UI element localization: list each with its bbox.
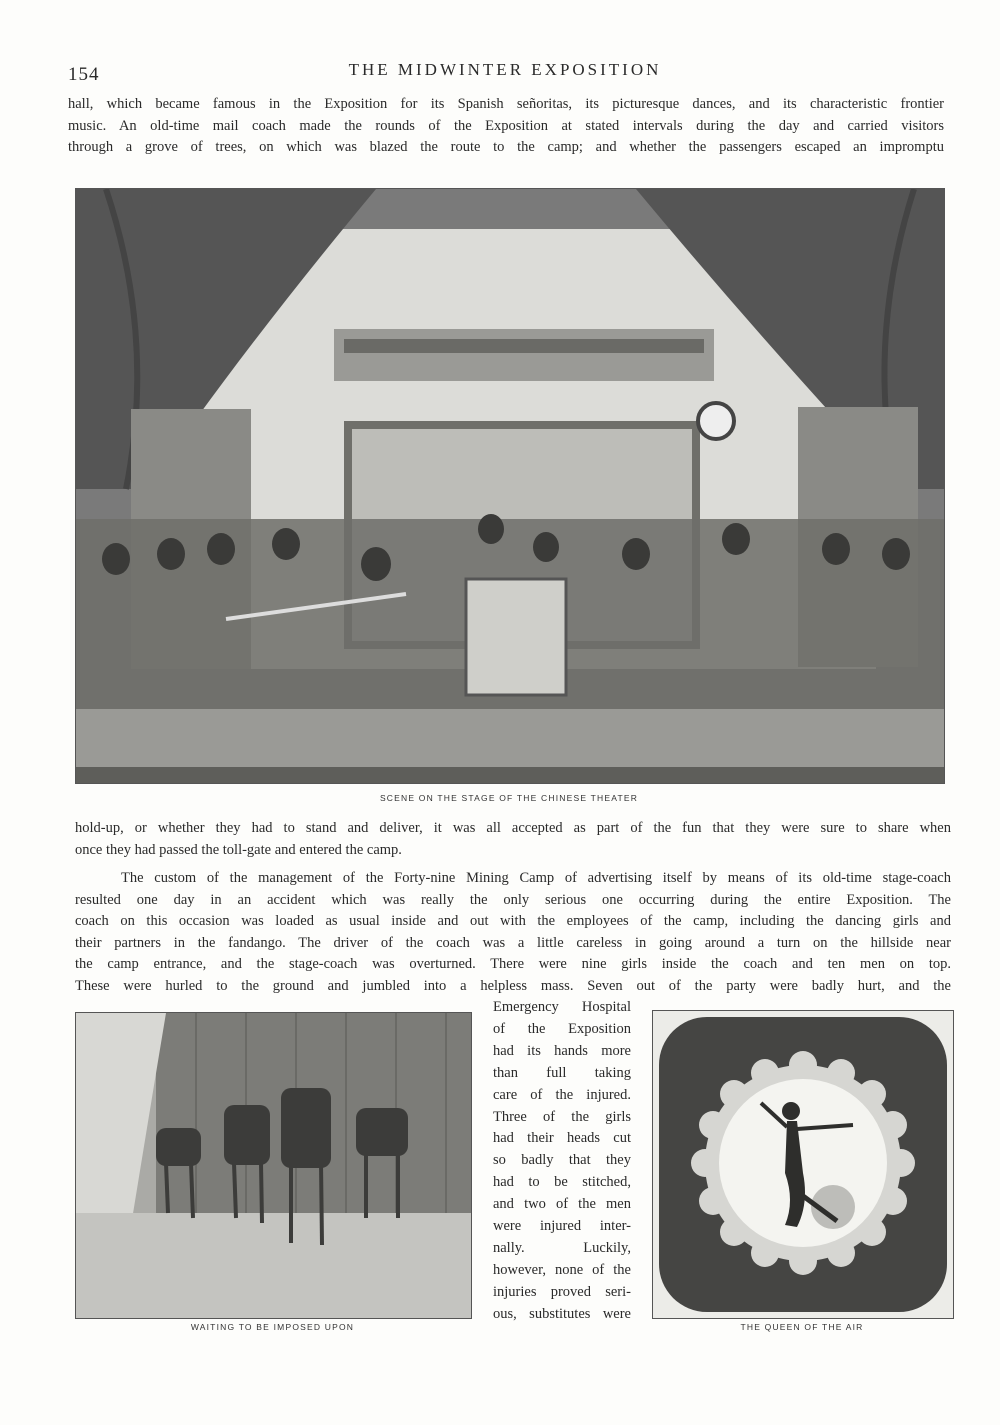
text-line: their partners in the fandango. The driver of the coach was a little careless in going around a turn on the hillside near bbox=[75, 934, 951, 951]
text-line: had their heads cut bbox=[493, 1130, 631, 1147]
mules-caption: WAITING TO BE IMPOSED UPON bbox=[190, 1322, 355, 1332]
text-line: through a grove of trees, on which was blazed the route to the camp; and whether the passengers escaped an impromptu bbox=[68, 139, 944, 155]
top-paragraph bbox=[68, 94, 944, 159]
queen-of-the-air-illustration bbox=[653, 1011, 953, 1318]
text-line: music. An old-time mail coach made the rounds of the Exposition at stated intervals during the day and carried visitors bbox=[68, 117, 944, 134]
text-line: Three of the girls bbox=[493, 1108, 631, 1125]
middle-paragraph-2 bbox=[75, 868, 951, 997]
mules-photo bbox=[75, 1012, 472, 1319]
text-line: so badly that they bbox=[493, 1152, 631, 1169]
text-line: were injured inter- bbox=[493, 1218, 631, 1235]
theater-stage-illustration bbox=[76, 189, 944, 783]
mules-illustration bbox=[76, 1013, 471, 1318]
text-line: injuries proved seri- bbox=[493, 1283, 631, 1300]
text-line: of the Exposition bbox=[493, 1020, 631, 1037]
text-line: ous, substitutes were bbox=[493, 1305, 631, 1322]
page-number: 154 bbox=[68, 64, 100, 85]
text-line: had to be stitched, bbox=[493, 1174, 631, 1191]
text-line: hold-up, or whether they had to stand and deliver, it was all accepted as part of the fun that they were sure to share when bbox=[75, 820, 951, 836]
text-line: care of the injured. bbox=[493, 1086, 631, 1103]
text-line: The custom of the management of the Forty-nine Mining Camp of advertising itself by means of its old-time stage-coach bbox=[121, 870, 951, 886]
text-line: once they had passed the toll-gate and entered the camp. bbox=[75, 841, 402, 858]
text-line: had its hands more bbox=[493, 1042, 631, 1059]
queen-of-the-air-caption: THE QUEEN OF THE AIR bbox=[740, 1322, 864, 1332]
text-line: and two of the men bbox=[493, 1196, 631, 1213]
running-title: THE MIDWINTER EXPOSITION bbox=[348, 60, 662, 79]
text-line: resulted one day in an accident which was really the only serious one occurring during the entire Exposition. The bbox=[75, 891, 951, 908]
narrow-column bbox=[493, 997, 631, 1326]
text-line: coach on this occasion was loaded as usual inside and out with the employees of the camp, including the dancing girls and bbox=[75, 913, 951, 929]
theater-stage-photo bbox=[75, 188, 945, 784]
theater-caption: SCENE ON THE STAGE OF THE CHINESE THEATER bbox=[379, 793, 639, 803]
middle-paragraph-1 bbox=[75, 818, 951, 861]
text-line: the camp entrance, and the stage-coach was overturned. There were nine girls inside the coach and ten men on top. bbox=[75, 956, 951, 972]
text-line: nally. Luckily, bbox=[493, 1239, 631, 1256]
text-line: however, none of the bbox=[493, 1261, 631, 1278]
text-line: hall, which became famous in the Exposition for its Spanish señoritas, its picturesque dances, and its characteristic frontier bbox=[68, 96, 944, 112]
text-line: than full taking bbox=[493, 1064, 631, 1081]
text-line: Emergency Hospital bbox=[493, 999, 631, 1015]
text-line: These were hurled to the ground and jumbled into a helpless mass. Seven out of the party were badly hurt, and the bbox=[75, 977, 951, 994]
queen-of-the-air-photo bbox=[652, 1010, 954, 1319]
